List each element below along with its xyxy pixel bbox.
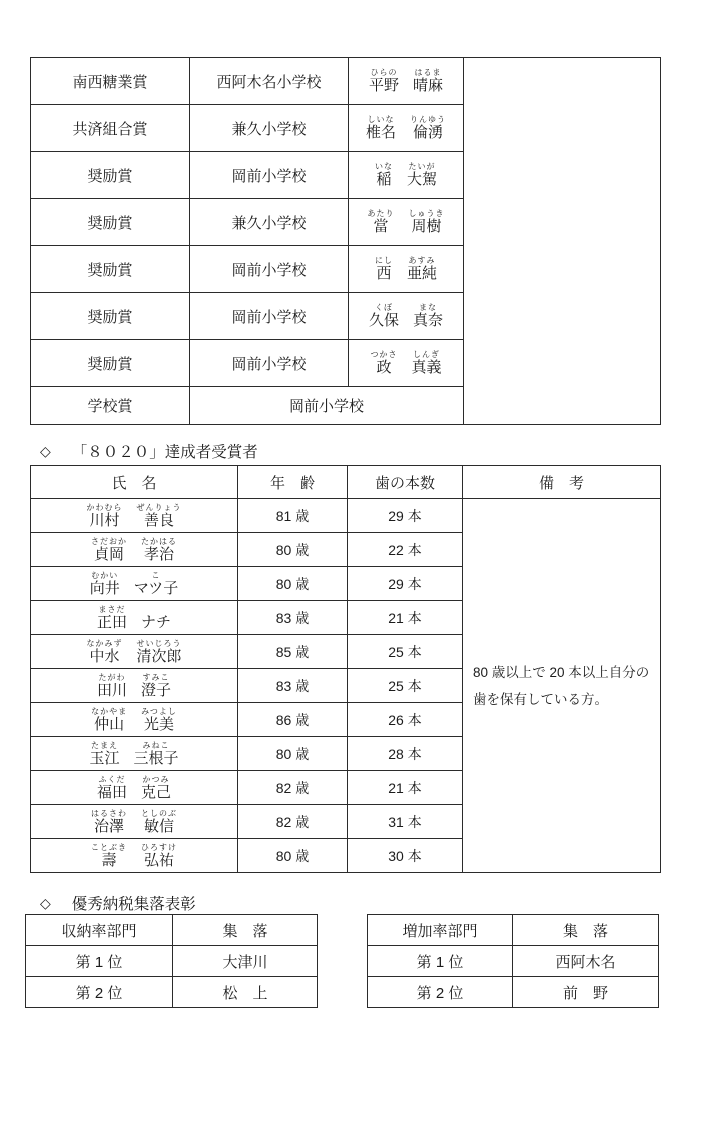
givenname-text: 真義 [411, 359, 442, 376]
winner-name-cell [349, 58, 464, 105]
givenname-furigana: あすみ [408, 256, 436, 265]
teeth-cell: 29 本 [348, 567, 463, 601]
givenname-furigana: こ [151, 570, 161, 580]
rank-cell: 第 1 位 [368, 946, 513, 977]
header-row [368, 915, 659, 946]
village-cell: 西阿木名 [513, 946, 659, 977]
school-cell: 兼久小学校 [190, 199, 349, 246]
teeth-cell: 22 本 [348, 533, 463, 567]
award-cell: 奨励賞 [31, 152, 190, 199]
surname-furigana: いな [374, 162, 393, 171]
givenname-furigana: としのぶ [141, 808, 177, 818]
achiever-name-cell [31, 703, 238, 737]
rank-row [26, 977, 318, 1008]
teeth-cell: 26 本 [348, 703, 463, 737]
surname-ruby [91, 809, 127, 835]
section-heading-tax [40, 892, 196, 914]
header-row [31, 466, 661, 499]
rank-cell: 第 2 位 [26, 977, 173, 1008]
teeth-cell: 21 本 [348, 771, 463, 805]
surname-furigana: はるさわ [91, 808, 127, 818]
age-cell: 82 歳 [238, 805, 348, 839]
school-cell: 岡前小学校 [190, 340, 349, 387]
school-cell: 兼久小学校 [190, 105, 349, 152]
givenname-furigana: みねこ [142, 740, 170, 750]
tax-collection-rate-table [25, 914, 318, 1008]
award-cell: 南西糖業賞 [31, 58, 190, 105]
header-note: 備 考 [463, 466, 661, 499]
givenname-ruby [407, 162, 437, 188]
surname-ruby [97, 673, 127, 699]
surname-furigana: ひらの [370, 68, 398, 77]
surname-text: 玉江 [89, 749, 120, 767]
award-cell: 共済組合賞 [31, 105, 190, 152]
givenname-ruby [141, 809, 177, 835]
givenname-furigana: ぜんりょう [136, 502, 182, 512]
surname-furigana: まさだ [98, 604, 126, 614]
achiever-name-cell [31, 533, 238, 567]
village-cell: 松 上 [173, 977, 318, 1008]
teeth-cell: 25 本 [348, 669, 463, 703]
givenname-furigana: たいが [408, 162, 436, 171]
surname-ruby [91, 707, 127, 733]
achiever-name-cell [31, 737, 238, 771]
diamond-icon: ◇ [40, 894, 51, 911]
winner-name-cell [349, 246, 464, 293]
surname-ruby [89, 741, 119, 767]
age-cell: 82 歳 [238, 771, 348, 805]
surname-ruby [370, 350, 397, 376]
surname-text: 西 [376, 265, 392, 282]
surname-ruby [97, 605, 127, 631]
winner-name-cell [349, 293, 464, 340]
village-cell: 大津川 [173, 946, 318, 977]
achiever-name-cell [31, 805, 238, 839]
header-village: 集 落 [513, 915, 659, 946]
age-cell: 83 歳 [238, 669, 348, 703]
givenname-furigana: りんゆう [410, 115, 446, 124]
surname-text: 中水 [89, 647, 120, 665]
givenname-text: 三根子 [133, 749, 179, 767]
school-cell: 岡前小学校 [190, 293, 349, 340]
surname-ruby [366, 115, 396, 141]
surname-text: 治澤 [93, 817, 124, 835]
surname-text: 田川 [96, 681, 127, 699]
award-cell: 奨励賞 [31, 293, 190, 340]
school-cell: 岡前小学校 [190, 152, 349, 199]
givenname-text: 周樹 [411, 218, 442, 235]
givenname-furigana: かつみ [142, 774, 170, 784]
rank-row [368, 977, 659, 1008]
givenname-ruby [141, 673, 171, 699]
surname-text: 稲 [376, 171, 392, 188]
givenname-ruby [134, 571, 179, 597]
achiever-name-cell [31, 499, 238, 533]
section-title-8020: 「８０２０」達成者受賞者 [71, 444, 258, 461]
rank-row [26, 946, 318, 977]
givenname-ruby [411, 350, 441, 376]
givenname-ruby [141, 775, 171, 801]
empty-remarks-cell [464, 58, 661, 425]
surname-text: 椎名 [365, 124, 396, 141]
givenname-ruby [141, 707, 177, 733]
surname-ruby [91, 537, 127, 563]
surname-ruby [97, 775, 127, 801]
surname-text: 政 [376, 359, 392, 376]
givenname-furigana: みつよし [141, 706, 177, 716]
winner-name-cell [349, 152, 464, 199]
givenname-text: 亜純 [406, 265, 437, 282]
surname-text: 貞岡 [93, 545, 124, 563]
givenname-ruby [136, 639, 181, 665]
winner-name-cell [349, 340, 464, 387]
givenname-furigana: しんぎ [412, 350, 440, 359]
section-title-tax: 優秀納税集落表彰 [71, 896, 196, 913]
diamond-icon: ◇ [40, 442, 51, 459]
header-name: 氏 名 [31, 466, 238, 499]
givenname-ruby [413, 68, 443, 94]
school-cell: 西阿木名小学校 [190, 58, 349, 105]
age-cell: 81 歳 [238, 499, 348, 533]
achiever-name-cell [31, 839, 238, 873]
age-cell: 85 歳 [238, 635, 348, 669]
surname-ruby [91, 843, 127, 869]
surname-furigana: にし [374, 256, 393, 265]
award-cell: 奨励賞 [31, 199, 190, 246]
surname-furigana: ことぶき [91, 842, 127, 852]
givenname-text: 真奈 [413, 312, 444, 329]
award-cell: 奨励賞 [31, 340, 190, 387]
surname-ruby [90, 571, 120, 597]
header-teeth: 歯の本数 [348, 466, 463, 499]
achiever-name-cell [31, 635, 238, 669]
givenname-ruby [410, 115, 446, 141]
surname-text: 平野 [368, 77, 399, 94]
surname-furigana: つかさ [370, 350, 398, 359]
givenname-furigana: まな [419, 303, 437, 312]
surname-furigana: たまえ [90, 740, 118, 750]
givenname-ruby [141, 605, 171, 631]
givenname-text: 弘祐 [143, 851, 174, 869]
achiever-name-cell [31, 567, 238, 601]
age-cell: 80 歳 [238, 567, 348, 601]
teeth-cell: 21 本 [348, 601, 463, 635]
givenname-ruby [134, 741, 179, 767]
teeth-cell: 31 本 [348, 805, 463, 839]
winner-name-cell [349, 199, 464, 246]
givenname-text: 光美 [143, 715, 174, 733]
givenname-furigana: すみこ [142, 672, 170, 682]
surname-ruby [86, 639, 122, 665]
surname-text: 壽 [101, 851, 117, 869]
givenname-text: 倫湧 [412, 124, 443, 141]
givenname-furigana: はるま [414, 68, 442, 77]
teeth-cell: 30 本 [348, 839, 463, 873]
surname-furigana: むかい [91, 570, 119, 580]
award-cell: 学校賞 [31, 387, 190, 425]
age-cell: 80 歳 [238, 533, 348, 567]
achiever-name-cell [31, 669, 238, 703]
givenname-text: 晴麻 [413, 77, 444, 94]
header-category: 収納率部門 [26, 915, 173, 946]
surname-furigana: なかやま [91, 706, 128, 716]
givenname-furigana: ひろすけ [141, 842, 177, 852]
rank-row [368, 946, 659, 977]
surname-furigana: たがわ [98, 672, 126, 682]
section-heading-8020 [40, 440, 258, 462]
surname-text: 當 [373, 218, 389, 235]
surname-furigana: さだおか [91, 536, 127, 546]
school-cell: 岡前小学校 [190, 246, 349, 293]
surname-furigana: しいな [367, 115, 395, 124]
school-award-school-cell: 岡前小学校 [190, 387, 464, 425]
givenname-ruby [141, 843, 177, 869]
givenname-ruby [141, 537, 177, 563]
award-cell: 奨励賞 [31, 246, 190, 293]
givenname-text: 澄子 [141, 681, 172, 699]
age-cell: 86 歳 [238, 703, 348, 737]
surname-furigana: くぼ [374, 303, 393, 312]
awards-row [31, 58, 661, 105]
surname-ruby [87, 503, 123, 529]
awards-table [30, 57, 661, 425]
village-cell: 前 野 [513, 977, 659, 1008]
age-cell: 83 歳 [238, 601, 348, 635]
teeth-cell: 29 本 [348, 499, 463, 533]
givenname-text: マツ子 [133, 579, 179, 597]
givenname-furigana: たかはる [141, 536, 177, 546]
teeth-cell: 25 本 [348, 635, 463, 669]
surname-text: 正田 [96, 613, 127, 631]
surname-furigana: かわむら [86, 502, 123, 512]
givenname-furigana: しゅうき [408, 209, 445, 218]
achiever-row [31, 499, 661, 533]
givenname-text: 敏信 [143, 817, 174, 835]
givenname-text: ナチ [141, 613, 172, 631]
achiever-name-cell [31, 771, 238, 805]
surname-ruby [375, 162, 393, 188]
givenname-text: 孝治 [143, 545, 174, 563]
givenname-furigana: せいじろう [136, 638, 182, 648]
givenname-ruby [137, 503, 182, 529]
surname-ruby [369, 68, 399, 94]
winner-name-cell [349, 105, 464, 152]
givenname-text: 克己 [141, 783, 172, 801]
rank-cell: 第 2 位 [368, 977, 513, 1008]
surname-ruby [368, 209, 395, 235]
header-category: 増加率部門 [368, 915, 513, 946]
givenname-ruby [409, 209, 445, 235]
rank-cell: 第 1 位 [26, 946, 173, 977]
age-cell: 80 歳 [238, 737, 348, 771]
surname-text: 福田 [96, 783, 127, 801]
remarks-cell: 80 歳以上で 20 本以上自分の歯を保有している方。 [463, 499, 661, 873]
achievers-8020-table [30, 465, 661, 873]
surname-text: 向井 [89, 579, 120, 597]
header-age: 年 齢 [238, 466, 348, 499]
header-row [26, 915, 318, 946]
surname-ruby [375, 256, 393, 282]
achiever-name-cell [31, 601, 238, 635]
surname-furigana: なかみず [86, 638, 123, 648]
teeth-cell: 28 本 [348, 737, 463, 771]
givenname-ruby [407, 256, 437, 282]
surname-text: 仲山 [94, 715, 125, 733]
surname-text: 久保 [368, 312, 399, 329]
surname-text: 川村 [89, 511, 120, 529]
givenname-text: 善良 [143, 511, 174, 529]
givenname-text: 清次郎 [136, 647, 182, 665]
surname-furigana: ふくだ [98, 774, 126, 784]
givenname-ruby [413, 303, 443, 329]
surname-furigana: あたり [367, 209, 395, 218]
tax-increase-rate-table [367, 914, 659, 1008]
header-village: 集 落 [173, 915, 318, 946]
surname-ruby [369, 303, 399, 329]
age-cell: 80 歳 [238, 839, 348, 873]
givenname-text: 大駕 [406, 171, 437, 188]
